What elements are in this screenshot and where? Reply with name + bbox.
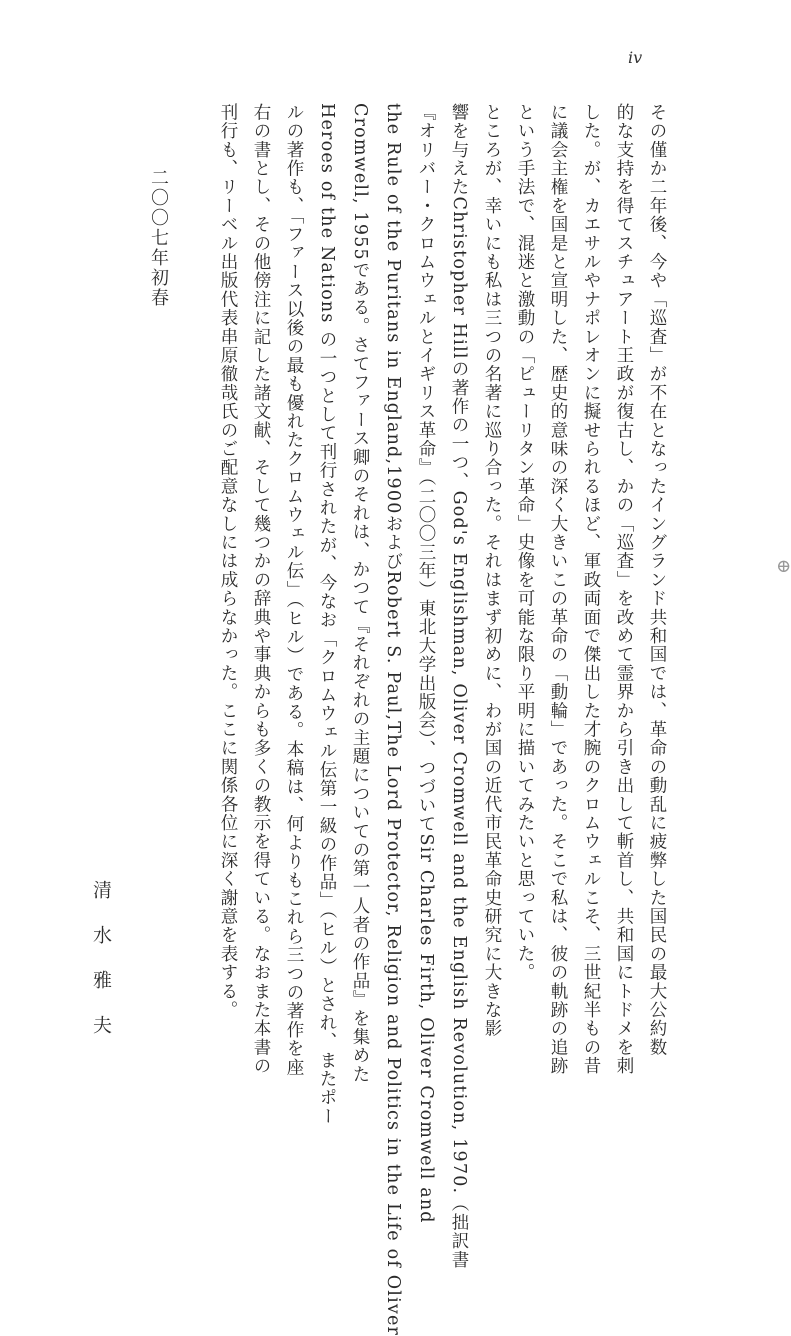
text-line: その僅か二年後、今や「巡査」が不在となったイングランド共和国では、革命の動乱に疲弊した国民の最大公約数 bbox=[647, 103, 667, 1057]
date-line: 二〇〇七年初春 bbox=[148, 168, 169, 308]
text-line: に議会主権を国是と宣明した、歴史的意味の深く大きいこの革命の「動輪」であった。そこで私は、彼の軌跡の追跡 bbox=[548, 103, 568, 1076]
text-line: 的な支持を得てスチュアート王政が復古し、かの「巡査」を改めて霊界から引き出して斬首し、共和国にトドメを刺 bbox=[614, 103, 634, 1076]
page-number: iv bbox=[628, 48, 643, 67]
text-line: した。が、カエサルやナポレオンに擬せられるほど、軍政両面で傑出した才腕のクロムウェルこそ、三世紀半もの昔 bbox=[581, 103, 601, 1076]
text-line: ルの著作も、「ファース以後の最も優れたクロムウェル伝」（ヒル）である。本稿は、何よりもこれら三つの著作を座 bbox=[284, 103, 304, 1077]
text-line: ところが、幸いにも私は三つの名著に巡り合った。それはまず初めに、わが国の近代市民革命史研究に大きな影 bbox=[482, 103, 502, 1039]
text-line: 右の書とし、その他傍注に記した諸文献、そして幾つかの辞典や事典からも多くの教示を得ている。なおまた本書の bbox=[251, 103, 271, 1076]
text-line: the Rule of the Puritans in England,1900およびRobert S. Paul,The Lord Protector, Religion and Politics in the Life of Oliver bbox=[383, 103, 403, 1336]
text-line: 響を与えたChristopher Hillの著作の一つ、God's Englishman, Oliver Cromwell and the English Revolution, 1970.（拙訳書 bbox=[449, 103, 469, 1270]
text-line: 刊行も、リーベル出版代表串原徹哉氏のご配意なしには成らなかった。ここに関係各位に深く謝意を表する。 bbox=[218, 103, 238, 1020]
text-line: という手法で、混迷と激動の「ピューリタン革命」史像を可能な限り平明に描いてみたいと思っていた。 bbox=[515, 103, 535, 982]
text-line: Cromwell, 1955である。さてファース卿のそれは、かつて『それぞれの主題についての第一人者の作品』を集めた bbox=[350, 103, 370, 1084]
author-name: 清水雅夫 bbox=[90, 880, 112, 1060]
text-line: Heroes of the Nations の一つとして刊行されたが、今なお「クロムウェル伝第一級の作品」（ヒル）とされ、またポー bbox=[317, 103, 337, 1126]
crop-mark-icon: ⊕ bbox=[776, 556, 791, 577]
text-line: 『オリバー・クロムウェルとイギリス革命』（二〇〇三年）東北大学出版会）、つづいてSir Charles Firth, Oliver Cromwell and bbox=[416, 103, 436, 1224]
